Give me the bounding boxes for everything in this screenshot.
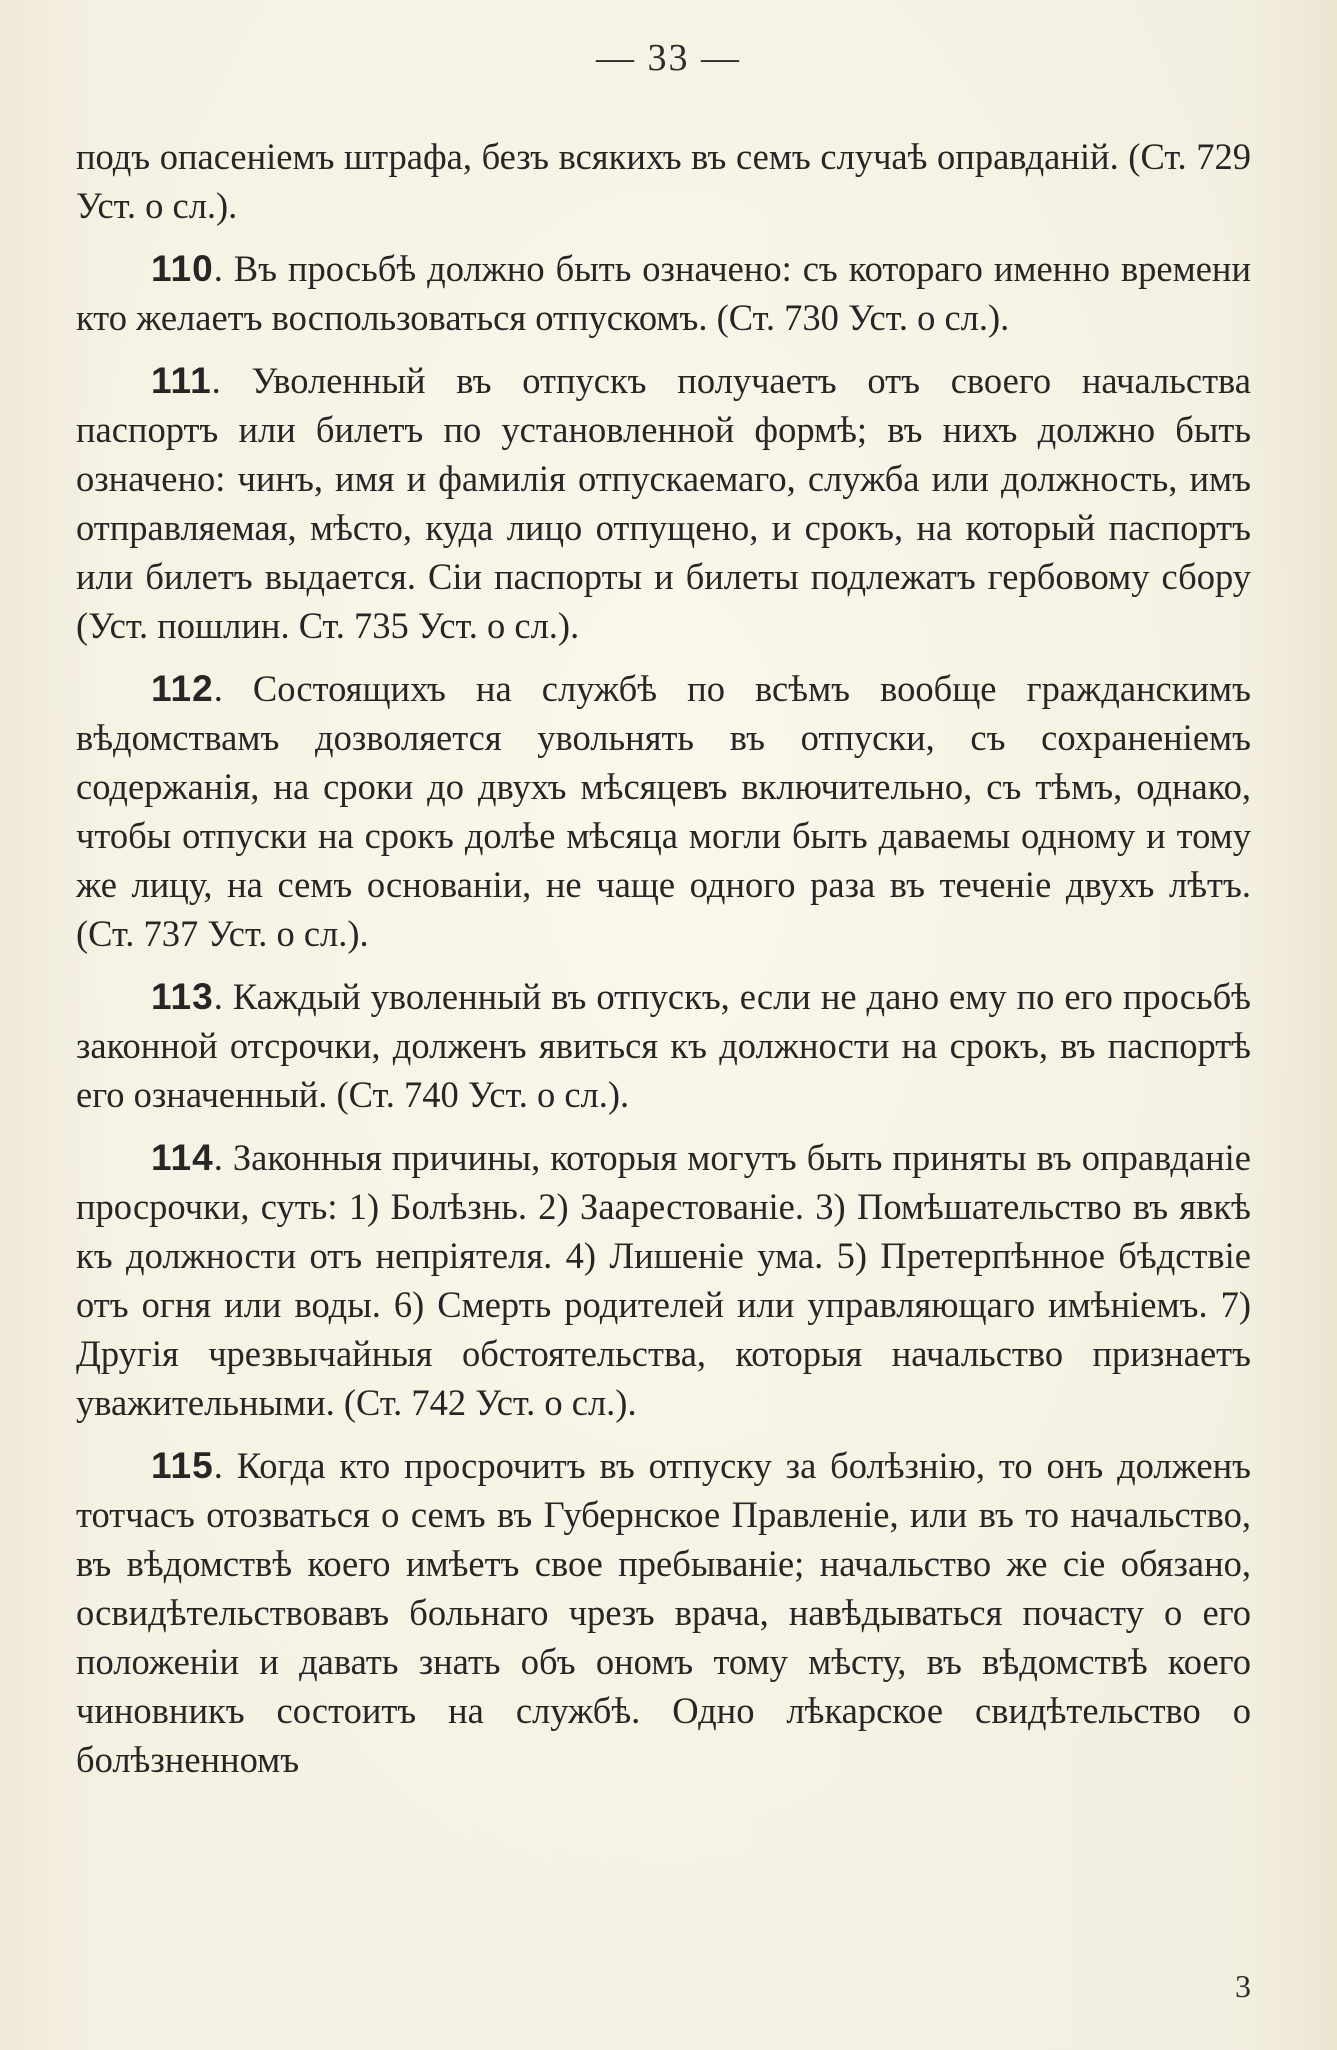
article-110	[76, 244, 1251, 342]
article-number: 110	[151, 248, 214, 289]
article-text: . Законныя причины, которыя могутъ быть приняты въ оправданіе просрочки, суть: 1) Болѣзнь. 2) Заарестованіе. 3) Помѣшательство въ явкѣ къ должности отъ непріятеля. 4) Лишеніе ума. 5) Претерпѣнное бѣдствіе отъ огня или воды. 6) Смерть родителей или управляющаго имѣніемъ. 7) Другія чрезвычайныя обстоятельства, которыя начальство признаетъ уважительными. (Ст. 742 Уст. о сл.).	[76, 1137, 1251, 1423]
article-number: 112	[151, 668, 214, 709]
article-113	[76, 972, 1251, 1119]
article-text: . Въ просьбѣ должно быть означено: съ котораго именно времени кто желаетъ воспользоваться отпускомъ. (Ст. 730 Уст. о сл.).	[76, 248, 1251, 338]
article-112	[76, 664, 1251, 958]
paragraph-continuation	[76, 132, 1251, 230]
article-114	[76, 1133, 1251, 1427]
signature-mark: 3	[1235, 1968, 1251, 2004]
article-number: 113	[151, 976, 214, 1017]
page-body	[76, 132, 1251, 1798]
article-115	[76, 1441, 1251, 1784]
paragraph-text: подъ опасеніемъ штрафа, безъ всякихъ въ семъ случаѣ оправданій. (Ст. 729 Уст. о сл.).	[76, 136, 1251, 226]
article-text: . Уволенный въ отпускъ получаетъ отъ своего начальства паспортъ или билетъ по установленной формѣ; въ нихъ должно быть означено: чинъ, имя и фамилія отпускаемаго, служба или должность, имъ отправляемая, мѣсто, куда лицо отпущено, и срокъ, на который паспортъ или билетъ выдается. Сіи паспорты и билеты подлежатъ гербовому сбору (Уст. пошлин. Ст. 735 Уст. о сл.).	[76, 360, 1251, 646]
page-number: — 33 —	[596, 37, 741, 79]
article-text: . Каждый уволенный въ отпускъ, если не дано ему по его просьбѣ законной отсрочки, долженъ явиться къ должности на срокъ, въ паспортѣ его означенный. (Ст. 740 Уст. о сл.).	[76, 976, 1251, 1115]
article-text: . Когда кто просрочитъ въ отпуску за болѣзнію, то онъ долженъ тотчасъ отозваться о семъ въ Губернское Правленіе, или въ то начальство, въ вѣдомствѣ коего имѣетъ свое пребываніе; начальство же сіе обязано, освидѣтельствовавъ больнаго чрезъ врача, навѣдываться почасту о его положеніи и давать знать объ ономъ тому мѣсту, въ вѣдомствѣ коего чиновникъ состоитъ на службѣ. Одно лѣкарское свидѣтельство о болѣзненномъ	[76, 1445, 1251, 1780]
article-number: 115	[151, 1445, 214, 1486]
article-111	[76, 356, 1251, 650]
article-number: 111	[151, 360, 212, 401]
article-text: . Состоящихъ на службѣ по всѣмъ вообще гражданскимъ вѣдомствамъ дозволяется увольнять въ отпуски, съ сохраненіемъ содержанія, на сроки до двухъ мѣсяцевъ включительно, съ тѣмъ, однако, чтобы отпуски на срокъ долѣе мѣсяца могли быть даваемы одному и тому же лицу, на семъ основаніи, не чаще одного раза въ теченіе двухъ лѣтъ. (Ст. 737 Уст. о сл.).	[76, 668, 1251, 954]
article-number: 114	[151, 1137, 214, 1178]
